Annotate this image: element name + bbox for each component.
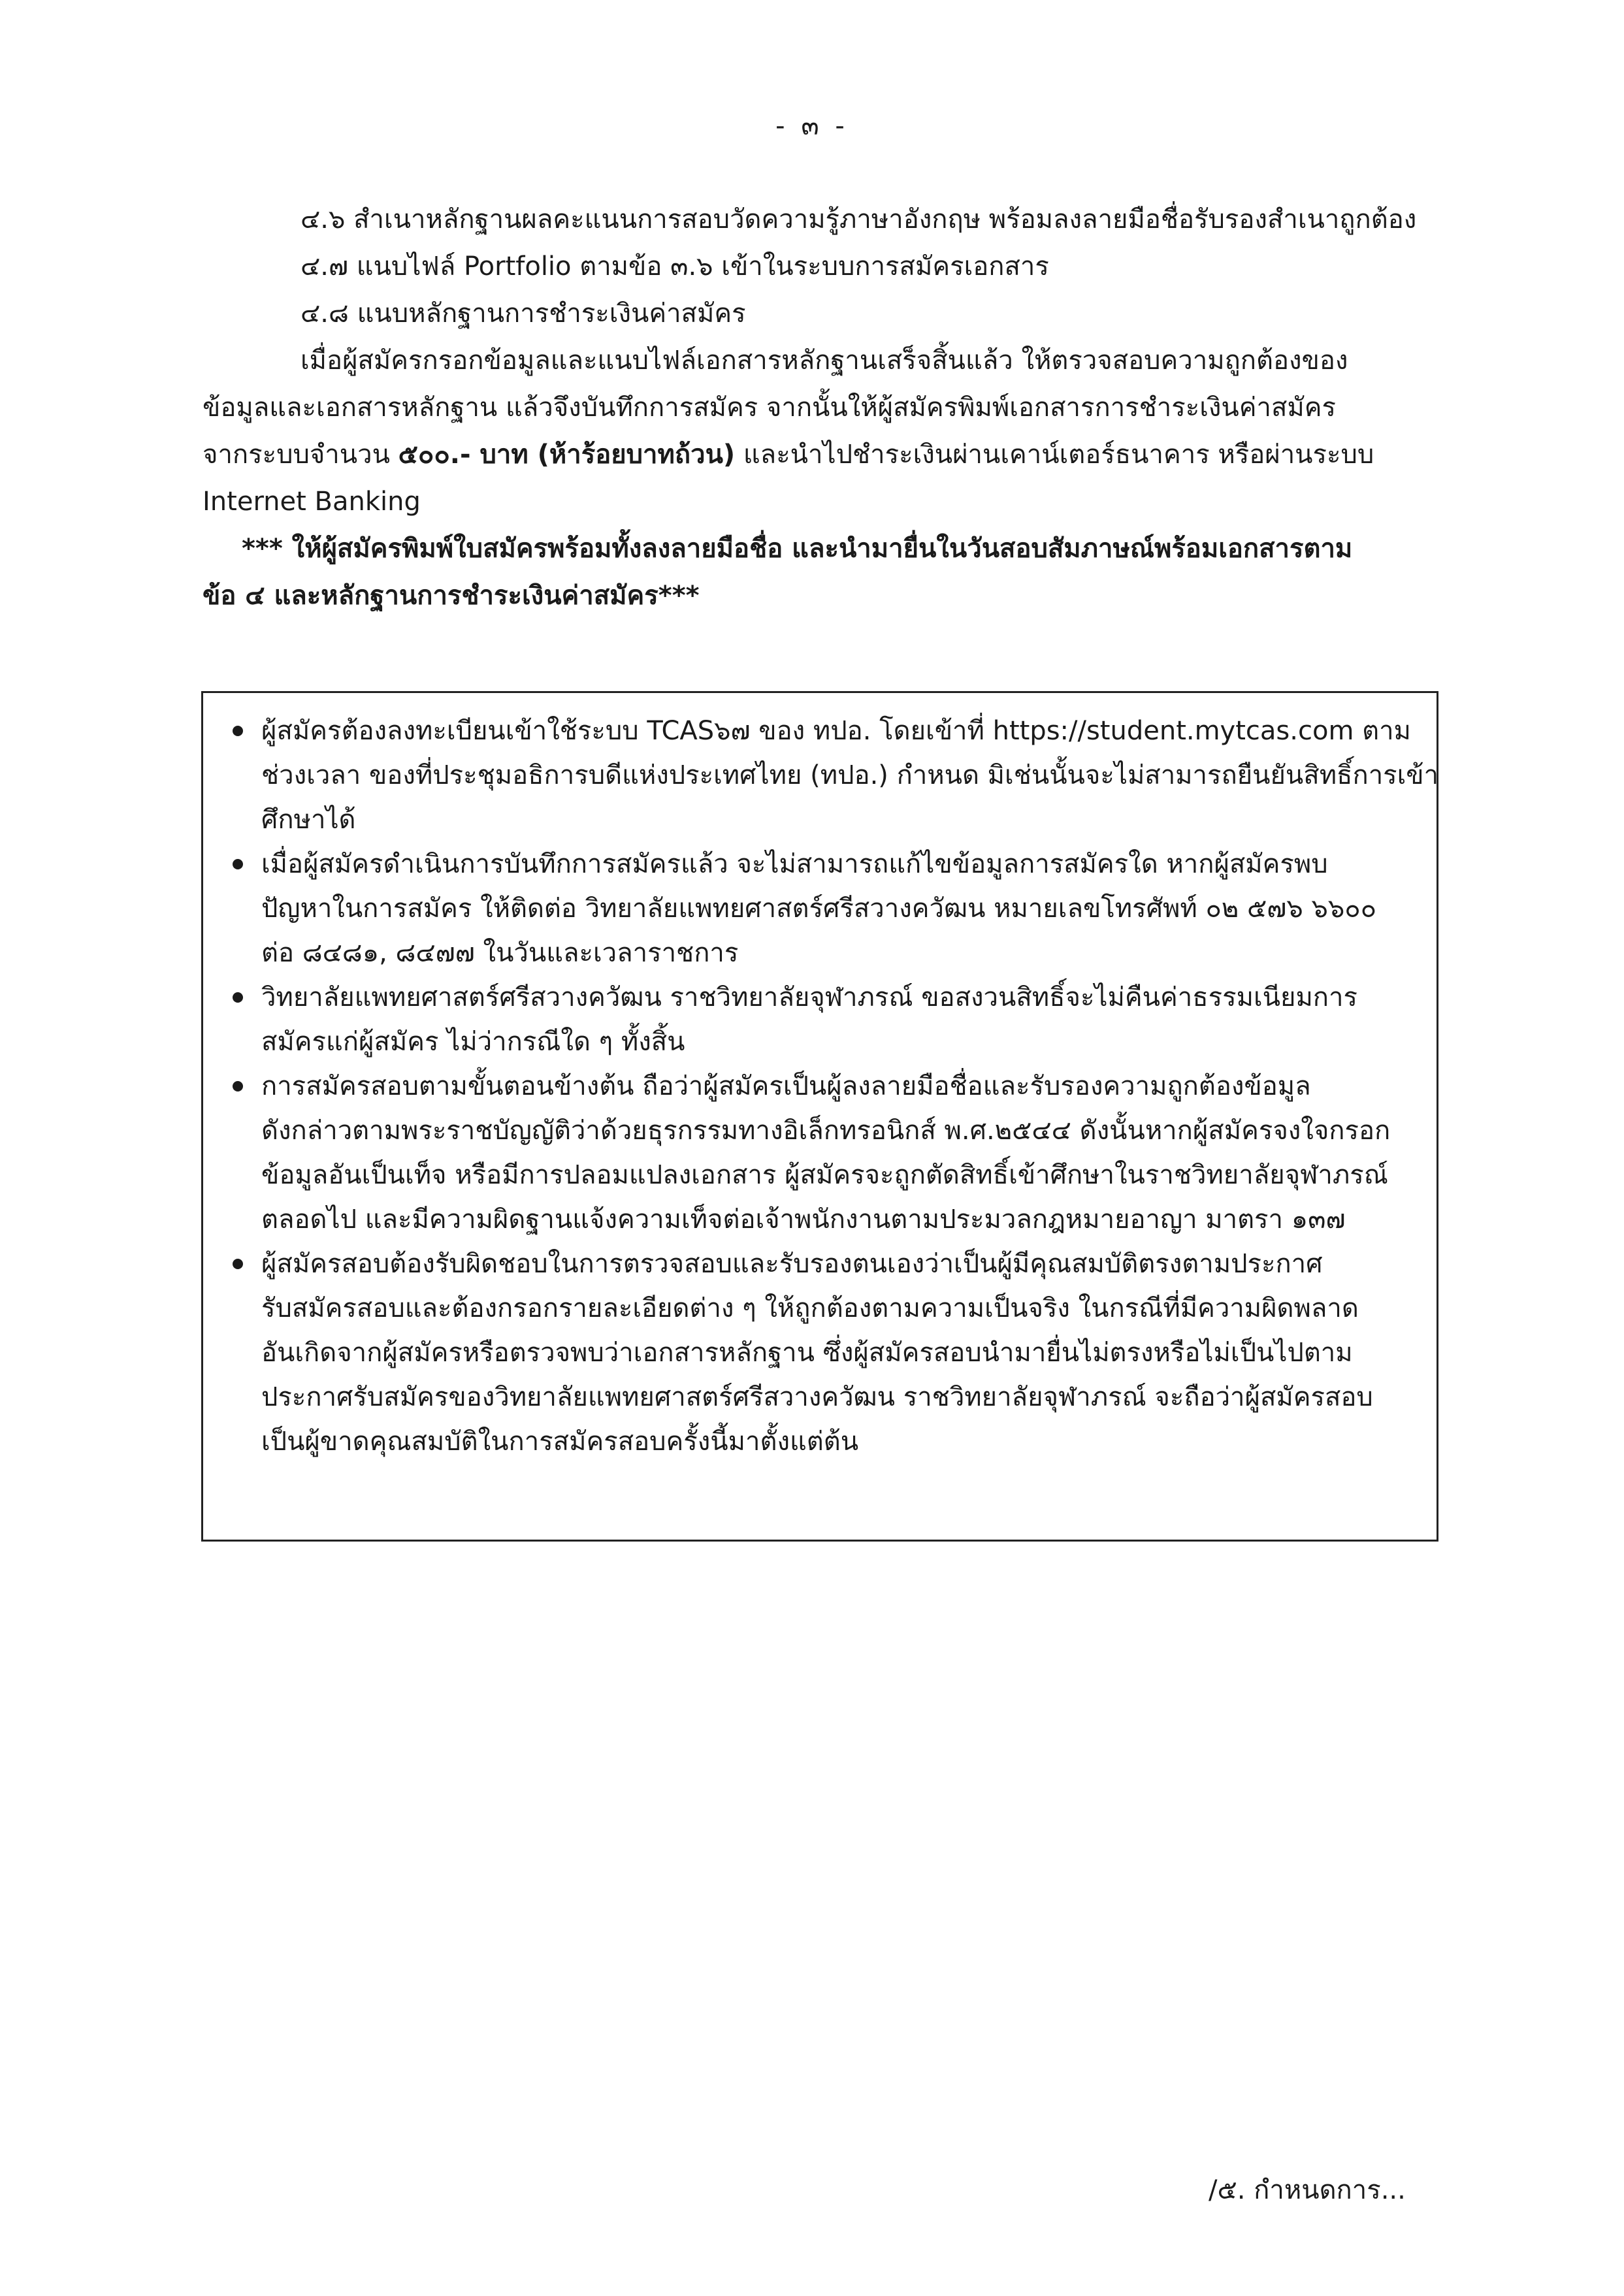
notice-item <box>229 1242 1424 1464</box>
document-items <box>203 196 1431 619</box>
bullet-icon <box>233 726 243 736</box>
paragraph-line-4: Internet Banking <box>203 487 421 517</box>
notice-line: เป็นผู้ขาดคุณสมบัติในการสมัครสอบครั้งนี้มาตั้งแต่ต้น <box>261 1427 859 1457</box>
notice-item <box>229 975 1424 1064</box>
notice-line: สมัครแก่ผู้สมัคร ไม่ว่ากรณีใด ๆ ทั้งสิ้น <box>261 1027 685 1057</box>
paragraph-line-3-pre: จากระบบจำนวน <box>203 440 398 470</box>
item-4-6: ๔.๖ สำเนาหลักฐานผลคะแนนการสอบวัดความรู้ภาษาอังกฤษ พร้อมลงลายมือชื่อรับรองสำเนาถูกต้อง <box>300 204 1417 234</box>
notice-line: ตลอดไป และมีความผิดฐานแจ้งความเท็จต่อเจ้าพนักงานตามประมวลกฎหมายอาญา มาตรา ๑๓๗ <box>261 1205 1346 1235</box>
notice-line: ข้อมูลอันเป็นเท็จ หรือมีการปลอมแปลงเอกสาร ผู้สมัครจะถูกตัดสิทธิ์เข้าศึกษาในราชวิทยาลัยจุฬาภรณ์ <box>261 1160 1388 1190</box>
next-page-marker: /๕. กำหนดการ... <box>1209 2175 1406 2205</box>
bullet-icon <box>233 992 243 1003</box>
notice-line: ประกาศรับสมัครของวิทยาลัยแพทยศาสตร์ศรีสวางควัฒน ราชวิทยาลัยจุฬาภรณ์ จะถือว่าผู้สมัครสอบ <box>261 1382 1373 1412</box>
bullet-icon <box>233 1259 243 1269</box>
fee-amount: ๕๐๐.- บาท (ห้าร้อยบาทถ้วน) <box>398 440 736 470</box>
paragraph-line-1: เมื่อผู้สมัครกรอกข้อมูลและแนบไฟล์เอกสารหลักฐานเสร็จสิ้นแล้ว ให้ตรวจสอบความถูกต้องของ <box>300 346 1348 376</box>
item-4-7: ๔.๗ แนบไฟล์ Portfolio ตามข้อ ๓.๖ เข้าในระบบการสมัครเอกสาร <box>300 251 1049 282</box>
warning-line-2: ข้อ ๔ และหลักฐานการชำระเงินค่าสมัคร*** <box>203 581 700 611</box>
bullet-icon <box>233 1081 243 1091</box>
notice-item <box>229 709 1439 842</box>
paragraph-line-3 <box>203 431 1431 478</box>
notice-item <box>229 1064 1424 1242</box>
notice-line: รับสมัครสอบและต้องกรอกรายละเอียดต่าง ๆ ให้ถูกต้องตามความเป็นจริง ในกรณีที่มีความผิดพลาด <box>261 1293 1359 1323</box>
notice-line: เมื่อผู้สมัครดำเนินการบันทึกการสมัครแล้ว จะไม่สามารถแก้ไขข้อมูลการสมัครใด หากผู้สมัครพบ <box>261 849 1328 879</box>
page-number: - ๓ - <box>775 111 849 141</box>
notice-line: อันเกิดจากผู้สมัครหรือตรวจพบว่าเอกสารหลักฐาน ซึ่งผู้สมัครสอบนำมายื่นไม่ตรงหรือไม่เป็นไปตาม <box>261 1338 1353 1368</box>
notice-line: ปัญหาในการสมัคร ให้ติดต่อ วิทยาลัยแพทยศาสตร์ศรีสวางควัฒน หมายเลขโทรศัพท์ ๐๒ ๕๗๖ ๖๖๐๐ <box>261 894 1377 924</box>
notice-line: ช่วงเวลา ของที่ประชุมอธิการบดีแห่งประเทศไทย (ทปอ.) กำหนด มิเช่นนั้นจะไม่สามารถยืนยันสิทธิ์การเข้า <box>261 760 1439 790</box>
notice-line: ผู้สมัครต้องลงทะเบียนเข้าใช้ระบบ TCAS๖๗ ของ ทปอ. โดยเข้าที่ https://student.mytcas.com ตาม <box>261 716 1411 746</box>
paragraph-line-3-post: และนำไปชำระเงินผ่านเคาน์เตอร์ธนาคาร หรือผ่านระบบ <box>735 440 1374 470</box>
notice-line: ต่อ ๘๔๘๑, ๘๔๗๗ ในวันและเวลาราชการ <box>261 938 739 968</box>
warning-line-1: *** ให้ผู้สมัครพิมพ์ใบสมัครพร้อมทั้งลงลายมือชื่อ และนำมายื่นในวันสอบสัมภาษณ์พร้อมเอกสารตาม <box>242 534 1353 564</box>
notice-line: ดังกล่าวตามพระราชบัญญัติว่าด้วยธุรกรรมทางอิเล็กทรอนิกส์ พ.ศ.๒๕๔๔ ดังนั้นหากผู้สมัครจงใจกรอก <box>261 1116 1391 1146</box>
notice-list <box>229 709 1439 1464</box>
bullet-icon <box>233 859 243 869</box>
item-4-8: ๔.๘ แนบหลักฐานการชำระเงินค่าสมัคร <box>300 299 746 329</box>
notice-line: วิทยาลัยแพทยศาสตร์ศรีสวางควัฒน ราชวิทยาลัยจุฬาภรณ์ ขอสงวนสิทธิ์จะไม่คืนค่าธรรมเนียมการ <box>261 982 1357 1012</box>
notice-line: ผู้สมัครสอบต้องรับผิดชอบในการตรวจสอบและรับรองตนเองว่าเป็นผู้มีคุณสมบัติตรงตามประกาศ <box>261 1249 1323 1279</box>
paragraph-line-2: ข้อมูลและเอกสารหลักฐาน แล้วจึงบันทึกการสมัคร จากนั้นให้ผู้สมัครพิมพ์เอกสารการชำระเงินค่าสมัคร <box>203 393 1336 423</box>
notice-item <box>229 842 1424 975</box>
notice-line: ศึกษาได้ <box>261 805 356 835</box>
notice-line: การสมัครสอบตามขั้นตอนข้างต้น ถือว่าผู้สมัครเป็นผู้ลงลายมือชื่อและรับรองความถูกต้องข้อมูล <box>261 1071 1311 1101</box>
